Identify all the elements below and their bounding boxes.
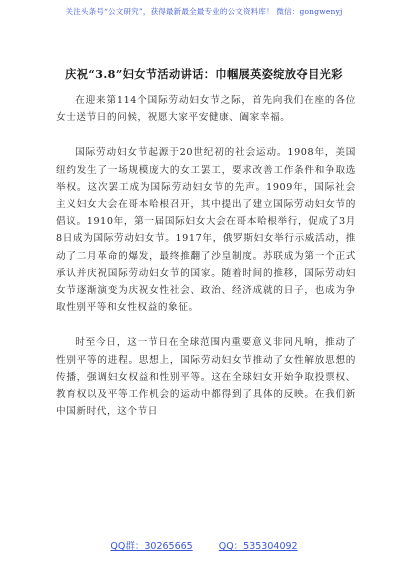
qq-contact-link[interactable]: QQ：535304092	[218, 541, 298, 552]
paragraph-3: 时至今日，这一节日在全球范围内重要意义非同凡响，推动了性别平等的进程。思想上，国际劳动妇女节推动了女性解放思想的传播，强调妇女权益和性别平等。这在全球妇女开始争取投票权、教育权以及平等工作机会的运动中都得到了具体的反映。在我们新中国新时代，这个节日	[56, 337, 356, 418]
qq-group-link[interactable]: QQ群：30265665	[110, 541, 193, 552]
document-title: 庆祝“3.8”妇女节活动讲话：巾帼展英姿绽放夺目光彩	[65, 67, 343, 81]
document-body	[56, 92, 356, 420]
header-note: 关注头条号“公文研究”，获得最新最全最专业的公文资料库！ 微信：gongwenyj	[65, 7, 343, 16]
paragraph-2: 国际劳动妇女节起源于20世纪初的社会运动。1908年，美国纽约发生了一场规模庞大的女工罢工，要求改善工作条件和争取选举权。这次罢工成为国际劳动妇女节的先声。1909年，国际社会主义妇女大会在哥本哈根召开，其中提出了建立国际劳动妇女节的倡议。1910年，第一届国际妇女大会在哥本哈根举行，促成了3月8日成为国际劳动妇女节。1917年，俄罗斯妇女举行示威活动，推动了二月革命的爆发，最终推翻了沙皇制度。苏联成为第一个正式承认并庆祝国际劳动妇女节的国家。随着时间的推移，国际劳动妇女节逐渐演变为庆祝女性社会、政治、经济成就的日子，也成为争取性别平等和女性权益的象征。	[56, 147, 356, 314]
paragraph-1: 在迎来第114个国际劳动妇女节之际，首先向我们在座的各位女士送节日的问候，祝愿大家平安健康、阖家幸福。	[56, 95, 356, 124]
footer-contact	[0, 538, 408, 552]
